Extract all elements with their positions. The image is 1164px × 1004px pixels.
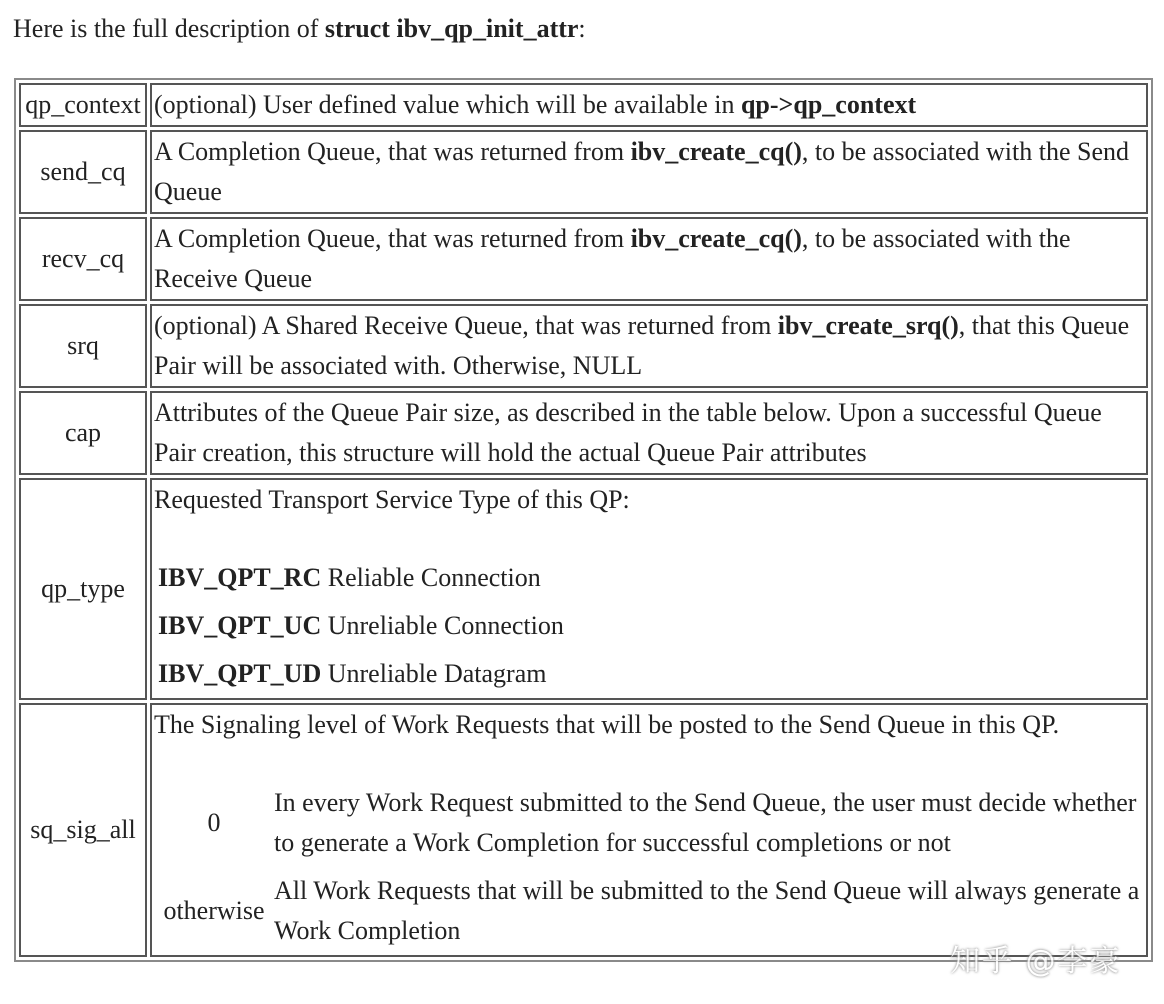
qp-type-value: IBV_QPT_UD	[158, 659, 322, 688]
field-desc-sq-sig-all	[150, 703, 1148, 957]
table-row-cap	[19, 391, 1148, 475]
field-desc-recv-cq	[150, 217, 1148, 301]
table-row-recv-cq	[19, 217, 1148, 301]
sq-sig-all-option-desc: All Work Requests that will be submitted to the Send Queue will always generate a Work Completion	[274, 876, 1140, 945]
qp-type-label: Reliable Connection	[321, 563, 541, 592]
struct-attributes-table	[14, 78, 1153, 962]
recv-cq-desc-before: A Completion Queue, that was returned from	[154, 224, 631, 253]
table-row-qp-context	[19, 83, 1148, 127]
field-name-send-cq: send_cq	[19, 130, 147, 214]
srq-desc-code: ibv_create_srq()	[777, 311, 959, 340]
sq-sig-all-option-value: 0	[207, 808, 221, 837]
qp-type-value: IBV_QPT_UC	[158, 611, 322, 640]
qp-type-item-uc	[154, 602, 1144, 650]
field-name-srq: srq	[19, 304, 147, 388]
qp-context-desc-code: qp->qp_context	[740, 90, 917, 119]
table-row-srq	[19, 304, 1148, 388]
sq-sig-all-option-value: otherwise	[163, 896, 265, 925]
srq-desc-after: , that this Queue Pair will be associated with. Otherwise, NULL	[154, 311, 1130, 380]
qp-type-item-ud	[154, 650, 1144, 698]
field-desc-qp-type	[150, 478, 1148, 700]
zhihu-watermark: 知乎 @李豪	[950, 944, 1122, 979]
field-name-cap: cap	[19, 391, 147, 475]
sq-sig-all-spacer	[154, 745, 1144, 779]
table-row-send-cq	[19, 130, 1148, 214]
qp-type-label: Unreliable Datagram	[321, 659, 547, 688]
field-name-recv-cq: recv_cq	[19, 217, 147, 301]
sq-sig-all-options-table	[154, 779, 1144, 955]
field-desc-cap: Attributes of the Queue Pair size, as described in the table below. Upon a successful Queue Pair creation, this structure will hold the actual Queue Pair attributes	[150, 391, 1148, 475]
field-desc-send-cq	[150, 130, 1148, 214]
recv-cq-desc-code: ibv_create_cq()	[630, 224, 802, 253]
qp-type-value: IBV_QPT_RC	[158, 563, 322, 592]
field-name-qp-context: qp_context	[19, 83, 147, 127]
qp-type-intro: Requested Transport Service Type of this QP:	[154, 485, 630, 514]
sq-sig-all-intro: The Signaling level of Work Requests that will be posted to the Send Queue in this QP.	[154, 710, 1060, 739]
qp-type-item-rc	[154, 554, 1144, 602]
qp-context-desc-text: (optional) User defined value which will be available in	[154, 90, 741, 119]
field-desc-qp-context	[150, 83, 1148, 127]
field-desc-srq	[150, 304, 1148, 388]
send-cq-desc-after: , to be associated with the Send Queue	[154, 137, 1130, 206]
sq-sig-all-option-row	[158, 779, 1140, 867]
qp-type-label: Unreliable Connection	[321, 611, 564, 640]
intro-prefix: Here is the full description of	[13, 14, 325, 43]
field-name-sq-sig-all: sq_sig_all	[19, 703, 147, 957]
table-row-sq-sig-all	[19, 703, 1148, 957]
sq-sig-all-option-desc: In every Work Request submitted to the Send Queue, the user must decide whether to generate a Work Completion for successful completions or not	[274, 788, 1137, 857]
qp-type-spacer	[154, 520, 1144, 554]
struct-name: struct ibv_qp_init_attr	[324, 14, 579, 43]
recv-cq-desc-after: , to be associated with the Receive Queue	[154, 224, 1071, 293]
intro-suffix: :	[578, 14, 586, 43]
srq-desc-before: (optional) A Shared Receive Queue, that was returned from	[154, 311, 778, 340]
send-cq-desc-before: A Completion Queue, that was returned from	[154, 137, 631, 166]
field-name-qp-type: qp_type	[19, 478, 147, 700]
send-cq-desc-code: ibv_create_cq()	[630, 137, 802, 166]
table-row-qp-type	[19, 478, 1148, 700]
intro-sentence	[13, 14, 586, 44]
